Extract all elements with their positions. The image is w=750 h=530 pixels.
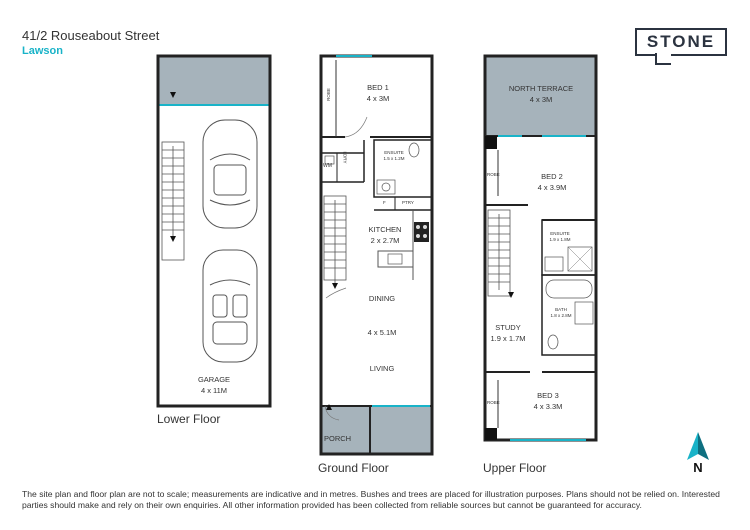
living-size: 4 x 5.1M [367, 328, 397, 337]
property-address: 41/2 Rouseabout Street [22, 28, 160, 43]
upper-floor-label: Upper Floor [483, 461, 547, 475]
porch-label: PORCH [324, 434, 352, 443]
lower-floor-label: Lower Floor [157, 412, 221, 426]
basin-icon [545, 257, 563, 271]
ensuite-room [374, 140, 432, 197]
north-compass [687, 432, 709, 460]
bed1-robe-label: ROBE [325, 88, 331, 101]
living-label: LIVING [369, 364, 395, 373]
shower-icon [377, 180, 395, 194]
bed2-size: 4 x 3.9M [537, 183, 567, 192]
property-suburb: Lawson [22, 45, 63, 57]
lower-stairs [162, 142, 184, 260]
upper-floor-plan [485, 56, 596, 440]
ground-floor-walls [321, 56, 432, 454]
kitchen-label: KITCHEN [368, 225, 402, 234]
upper-ensuite-size: 1.9 x 1.8M [549, 237, 571, 242]
bed3-size: 4 x 3.3M [533, 402, 563, 411]
convertible-car-icon [203, 250, 257, 362]
bed3-label: BED 3 [537, 391, 559, 400]
bath-size: 1.8 x 2.8M [550, 313, 572, 318]
compass-letter: N [693, 460, 703, 475]
bed2-label: BED 2 [541, 172, 563, 181]
north-terrace-label: NORTH TERRACE [508, 84, 574, 93]
stair-arrow-icon [170, 236, 176, 242]
dining-label: DINING [368, 294, 396, 303]
north-terrace-area [485, 56, 596, 136]
bed1-label: BED 1 [367, 83, 389, 92]
ground-floor-plan [321, 56, 432, 454]
pantry-label: PTRY [402, 200, 414, 205]
lower-floor-plan [158, 56, 270, 406]
brand-logo: STONE [635, 28, 727, 56]
garage-size: 4 x 11M [200, 386, 228, 395]
bathroom-room [542, 275, 596, 355]
porch-area [321, 406, 432, 454]
study-size: 1.9 x 1.7M [490, 334, 526, 343]
stair-arrow-icon [508, 292, 514, 298]
kitchen-size: 2 x 2.7M [370, 236, 400, 245]
ensuite-label: ENSUITE [384, 150, 404, 155]
study-label: STUDY [495, 323, 521, 332]
disclaimer-text: The site plan and floor plan are not to scale; measurements are indicative and in metres. Bushes and trees are placed for illustration purposes. Plans should not be relied on. Interested parties should make and rely on their own enquiries. All other information provided has been collected from reliable sources but cannot be guaranteed for accuracy. [22, 489, 720, 510]
bath-label: BATH [555, 307, 567, 312]
ground-stairs [324, 196, 346, 285]
bathtub-icon [546, 280, 592, 298]
ensuite-size: 1.5 x 1.2M [383, 156, 405, 161]
kitchen-island [378, 251, 413, 267]
wm-label: WM [323, 163, 332, 169]
upper-ensuite-label: ENSUITE [550, 231, 570, 236]
stair-arrow-icon [332, 283, 338, 289]
cooktop-icon [414, 222, 429, 242]
car-icon [203, 120, 257, 228]
bed2-robe-label: ROBE [487, 172, 500, 177]
garage-label: GARAGE [197, 375, 231, 384]
garage-driveway-area [158, 56, 270, 106]
bed1-size: 4 x 3M [366, 94, 390, 103]
kitchen-sink-icon [388, 254, 402, 264]
laundry-sink-icon [325, 156, 334, 164]
toilet-icon [409, 143, 419, 157]
bed3-robe-label: ROBE [487, 400, 500, 405]
upper-stairs [488, 210, 510, 296]
north-terrace-size: 4 x 3M [529, 95, 553, 104]
ground-floor-label: Ground Floor [318, 461, 389, 475]
fridge-label: F [383, 200, 386, 205]
laundry-label: LDRY [342, 151, 348, 164]
toilet-icon [548, 335, 558, 349]
